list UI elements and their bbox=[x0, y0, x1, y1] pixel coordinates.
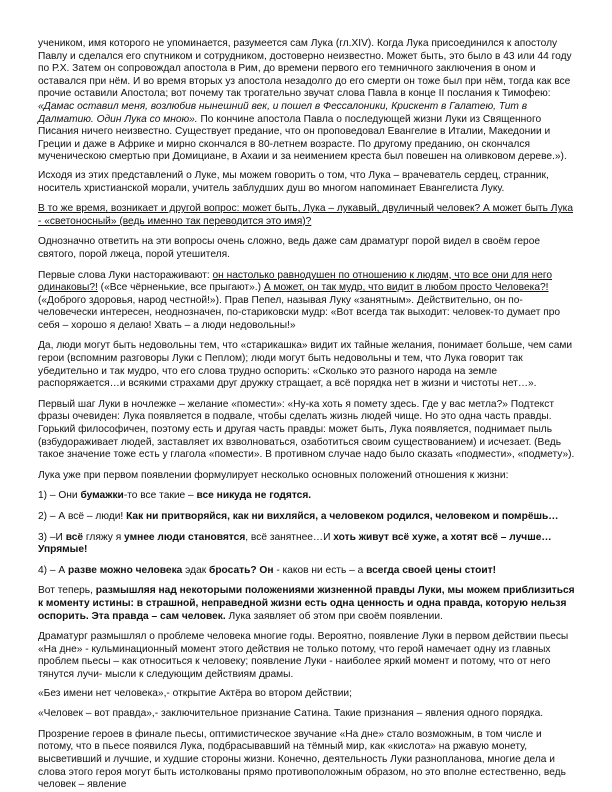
text-run: - каков ни есть – а bbox=[273, 564, 367, 576]
text-run: «Человек – вот правда»,- заключительное признание Сатина. Такие признания – явления одного порядка. bbox=[38, 708, 544, 720]
text-run: Лука уже при первом появлении формулирует несколько основных положений отношения к жизни: bbox=[38, 469, 509, 481]
paragraph bbox=[38, 270, 578, 333]
text-run: учеником, имя которого не упоминается, разумеется сам Лука (гл.XIV). Когда Лука присоединился к апостолу Павлу и сделался его спутником и сотрудником, достоверно неизвестно. Может быть, это было в 43 или 44 году по Р.Х. Затем он сопровождал апостола в Рим, до времени первого его темничного заключения в оном и оставался при нём. И во время вторых уз апостола незадолго до его смерти он тоже был при нём, тогда как все прочие оставили Апостола; вот почему так трогательно звучат слова Павла в конце II послания к Тимофею: bbox=[38, 38, 572, 100]
text-run: («Все чёрненькие, все прыгают».) bbox=[97, 282, 264, 294]
bold-text: Как ни притворяйся, как ни вихляйся, а человеком родился, человеком и помрёшь… bbox=[126, 511, 559, 522]
bold-text: всё bbox=[65, 531, 84, 543]
paragraph bbox=[38, 399, 578, 462]
text-run: Исходя из этих представлений о Луке, мы можем говорить о том, что Лука – врачеватель сердец, странник, носитель христианской морали, учитель заблудших душ во многом напоминает Евангелиста Луку. bbox=[38, 169, 549, 194]
paragraph bbox=[38, 511, 578, 524]
paragraph bbox=[38, 38, 578, 164]
underlined-text: он настолько равнодушен по отношению к людям, что все они для него одинаковы?! bbox=[38, 269, 553, 294]
document-body bbox=[38, 38, 578, 792]
paragraph bbox=[38, 565, 578, 578]
paragraph bbox=[38, 470, 578, 483]
paragraph bbox=[38, 688, 578, 701]
paragraph bbox=[38, 708, 578, 721]
paragraph bbox=[38, 532, 578, 557]
bold-text: все никуда не годятся. bbox=[196, 490, 312, 502]
paragraph bbox=[38, 490, 578, 503]
text-run: «Без имени нет человека»,- открытие Актёра во втором действии; bbox=[38, 687, 352, 699]
paragraph bbox=[38, 585, 578, 623]
bold-text: всегда своей цены стоит! bbox=[366, 564, 497, 576]
text-run: 3) –И bbox=[38, 531, 66, 543]
bold-text: разве можно человека bbox=[68, 564, 183, 576]
text-run: гляжу я bbox=[83, 531, 125, 543]
text-run: 4) – А bbox=[38, 564, 69, 576]
text-run: Первые слова Луки настораживают: bbox=[38, 269, 213, 281]
italic-quote: «Дамас оставил меня, возлюбив нынешний век, и пошел в Фессалоники, Крискент в Галатею, Тит в Далматию. Один Лука со мною». bbox=[38, 100, 528, 125]
bold-text: умнее люди становятся bbox=[124, 531, 246, 543]
paragraph bbox=[38, 170, 578, 195]
paragraph bbox=[38, 236, 578, 261]
text-run: Драматург размышлял о проблеме человека многие годы. Вероятно, появление Луки в первом действии пьесы «На дне» - кульминационный момент этого действия не только потому, что герой намечает одну из главных проблем пьесы – как относиться к человеку; появление Луки - наиболее яркий момент и потому, что от него тянутся лучи- мысли к следующим действиям драмы. bbox=[38, 631, 569, 680]
text-run: Однозначно ответить на эти вопросы очень сложно, ведь даже сам драматург порой видел в своём герое святого, порой лжеца, порой утешителя. bbox=[38, 236, 541, 260]
text-run: 2) – А всё – люди! bbox=[38, 511, 127, 522]
paragraph bbox=[38, 340, 578, 390]
bold-text: размышляя над некоторыми положениями жизненной правды Луки, мы можем приблизиться к моменту истины: в страшной, неправедной жизни есть одна ценность и одна правда, которую нельзя оспорить. Эта правда – сам человек. bbox=[38, 585, 575, 622]
text-run: Да, люди могут быть недовольны тем, что «старикашка» видит их тайные желания, понимает больше, чем сами герои (вспомним разговоры Луки с Пеплом); люди могут быть недовольны и тем, что Лука говорит так убедительно и так мудро, что его слова трудно оспорить: «Сколько это разного народа на земле распоряжается…и всякими страхами друг дружку стращает, а всё порядка нет в жизни и чистоты нет…». bbox=[38, 340, 573, 390]
paragraph bbox=[38, 203, 578, 228]
underlined-text: А может, он так мудр, что видит в любом просто Человека?! bbox=[263, 282, 549, 294]
text-run: -то все такие – bbox=[123, 490, 197, 502]
text-run: По кончине апостола Павла о последующей жизни Луки из Священного Писания ничего неизвестно. Существует предание, что он проповедовал Евангелие в Италии, Македонии и Греции и даже в Африке и мирно скончался в 80-летнем возрасте. По другому преданию, он скончался мученическою смертью при Домициане, в Ахаии и за неимением креста был повешен на оливковом дереве.»). bbox=[38, 113, 567, 163]
text-run: , всё занятнее…И bbox=[245, 531, 334, 543]
text-run: эдак bbox=[182, 564, 210, 576]
text-run: Лука заявляет об этом при своём появлении. bbox=[225, 610, 443, 622]
text-run: Первый шаг Луки в ночлежке – желание «помести»: «Ну-ка хоть я помету здесь. Где у вас метла?» Подтекст фразы очевиден: Лука появляется в подвале, чтобы сделать жизнь людей чище. Но это одна часть правды. Горький философичен, поэтому есть и другая часть правды: может быть, Лука появляется, поднимает пыль (взбудораживает людей, заставляет их взволноваться, озаботиться своим существованием) и исчезает. (Ведь такое значение тоже есть у глагола «помести». В противном случае надо было сказать «подмести», «подмету»). bbox=[38, 398, 575, 461]
bold-text: бросать? Он bbox=[209, 564, 274, 576]
text-run: Вот теперь, bbox=[38, 585, 96, 597]
text-run: 1) – Они bbox=[38, 490, 81, 502]
text-run: Прозрение героев в финале пьесы, оптимистическое звучание «На дне» стало возможным, в том числе и потому, что в пьесе появился Лука, подбрасывавший на тёмный мир, как «кислота» на ржавую монету, высветивший и лучшие, и худшие стороны жизни. Конечно, деятельность Луки разноплановa, многие дела и слова этого героя могут быть истолкованы прямо противоположным образом, но это вполне естественно, ведь человек – явление bbox=[38, 728, 566, 791]
bold-text: хоть живут всё хуже, а хотят всё – лучше…Упрямые! bbox=[38, 531, 552, 556]
paragraph bbox=[38, 631, 578, 681]
underlined-text: В то же время, возникает и другой вопрос: может быть, Лука – лукавый, двуличный человек? А может быть Лука - «светоносный» (ведь именно так переводится это имя)? bbox=[38, 203, 574, 227]
text-run: («Доброго здоровья, народ честной!»). Прав Пепел, называя Луку «занятным». Действительно, он по-человечески интересен, неоднозначен, по-стариковски мудр: «Вот всегда так выходит: человек-то думает про себя – хорошо я делаю! Хвать – а люди недовольны!» bbox=[38, 294, 561, 331]
bold-text: бумажки bbox=[80, 490, 124, 502]
paragraph bbox=[38, 729, 578, 792]
